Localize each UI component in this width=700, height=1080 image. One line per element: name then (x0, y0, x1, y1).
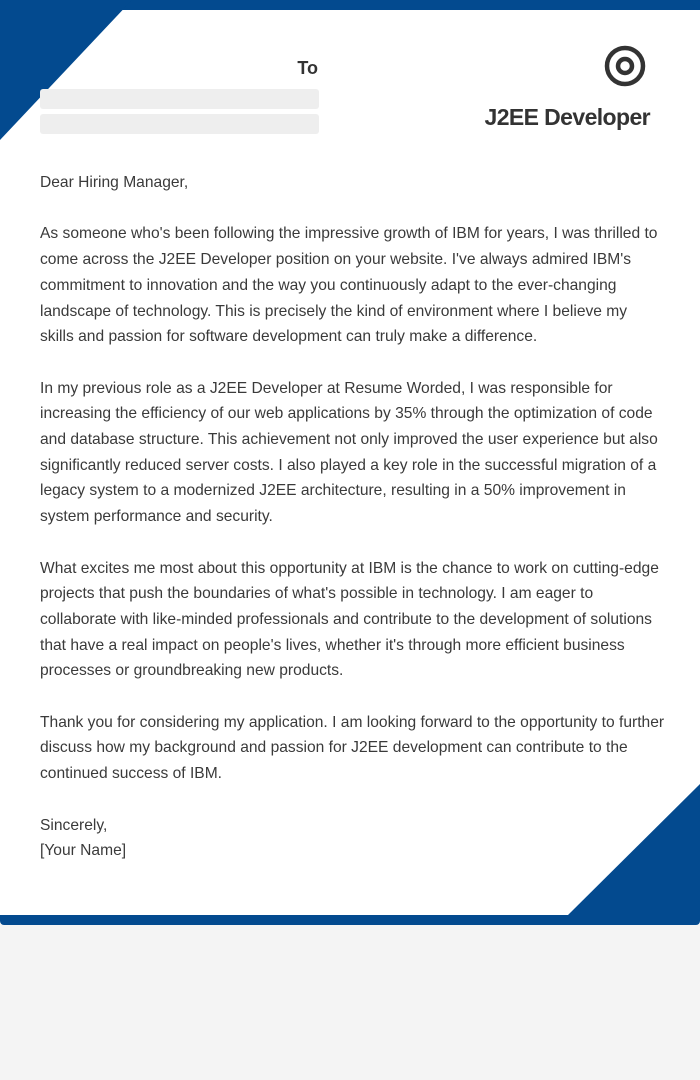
bottom-right-corner-decoration (568, 784, 700, 915)
recipient-address-placeholder-line (40, 89, 319, 109)
recipient-to-label: To (297, 58, 318, 78)
target-icon (604, 45, 646, 87)
signature-name: [Your Name] (40, 842, 127, 860)
paragraph: Thank you for considering my application. I am looking forward to the opportunity to further discuss how my background and passion for J2EE development can contribute to the continued success of IBM. (40, 713, 665, 783)
bottom-accent-bar (0, 915, 700, 925)
letter-body (40, 170, 665, 864)
closing: Sincerely, (40, 816, 108, 834)
salutation: Dear Hiring Manager, (40, 174, 189, 191)
paragraph: What excites me most about this opportunity at IBM is the chance to work on cutting-edge projects that push the boundaries of what's possible in technology. I am eager to collaborate with like-minded professionals and contribute to the development of solutions that have a real impact on people's lives, whether it's through more efficient business processes or groundbreaking new products. (40, 559, 659, 680)
recipient-address-placeholder-line (40, 114, 319, 134)
paragraph: As someone who's been following the impressive growth of IBM for years, I was thrilled to come across the J2EE Developer position on your website. I've always admired IBM's commitment to innovation and the way you continuously adapt to the ever-changing landscape of technology. This is precisely the kind of environment where I believe my skills and passion for software development can truly make a difference. (40, 225, 658, 346)
job-title: J2EE Developer (484, 104, 650, 130)
paragraph: In my previous role as a J2EE Developer at Resume Worded, I was responsible for increasing the efficiency of our web applications by 35% through the optimization of code and database structure. This achievement not only improved the user experience but also significantly reduced server costs. I also played a key role in the successful migration of a legacy system to a modernized J2EE architecture, resulting in a 50% improvement in system performance and security. (40, 379, 658, 526)
